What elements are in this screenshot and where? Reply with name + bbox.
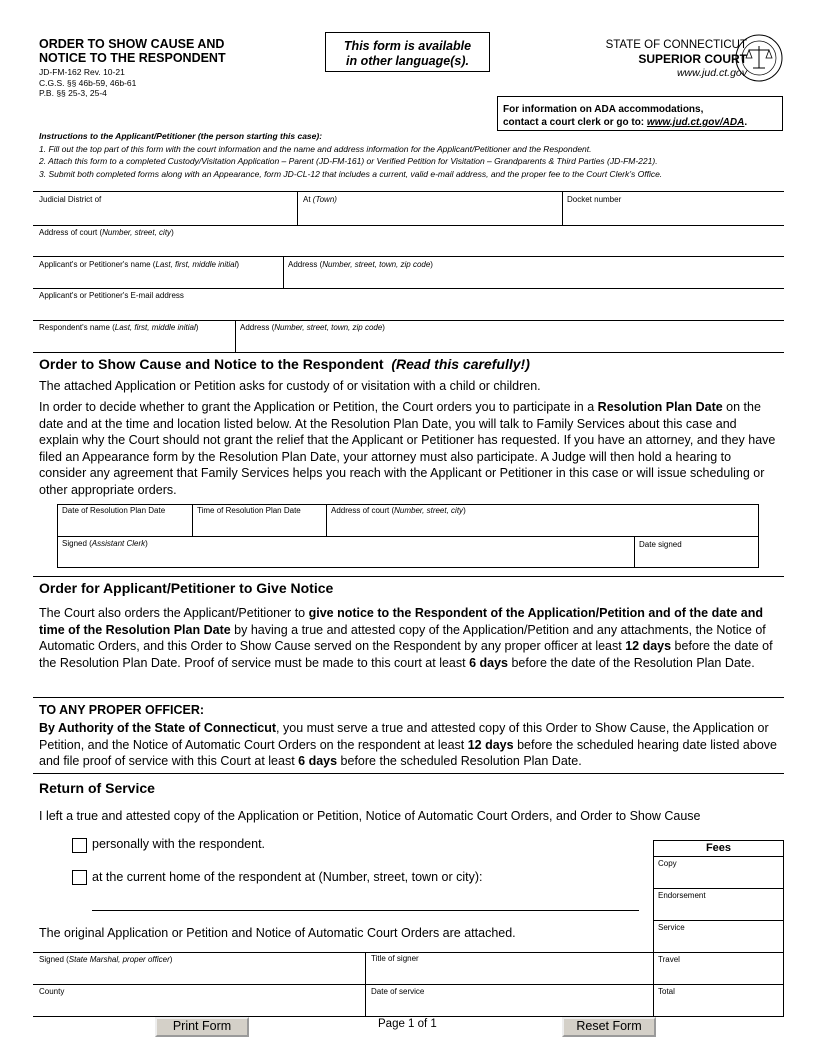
applicant-address-end: ) (430, 260, 433, 269)
text-span: In order to decide whether to grant the Application or Petition, the Court orders you to participate in a (39, 400, 598, 414)
text-span-bold: give notice to the Respondent of the Application/Petition and of the date and time of the Resolution Plan Date (39, 606, 764, 637)
ada-text: contact a court clerk or go to: (503, 117, 647, 128)
judicial-district-field[interactable]: Judicial District of (39, 195, 102, 204)
text-span: The Court also orders the Applicant/Petitioner to (39, 606, 309, 620)
resolution-time-field[interactable]: Time of Resolution Plan Date (197, 506, 301, 515)
county-field[interactable]: County (39, 987, 65, 996)
return-section-title: Return of Service (39, 780, 155, 796)
statute-pb: P.B. §§ 25-3, 25-4 (39, 88, 107, 98)
form-title (39, 37, 226, 65)
divider (33, 984, 653, 985)
fee-copy-label: Copy (658, 859, 677, 868)
court-address-hint: Number, street, city (102, 228, 172, 237)
officer-signed-hint: State Marshal, proper officer (68, 955, 170, 964)
respondent-address-field[interactable] (240, 323, 385, 333)
form-id: JD-FM-162 Rev. 10-21 (39, 67, 125, 77)
divider (33, 320, 784, 321)
text-span-bold: 12 days (467, 737, 514, 752)
resolution-address-hint: Number, street, city (394, 506, 464, 515)
text-span-bold: 6 days (298, 754, 338, 768)
ada-line2 (503, 116, 782, 129)
divider (192, 504, 193, 536)
respondent-name-field[interactable] (39, 323, 198, 333)
language-notice-box (325, 32, 490, 72)
divider (57, 536, 759, 537)
text-span-bold: By Authority of the State of Connecticut (39, 721, 277, 735)
court-address-field[interactable] (39, 228, 174, 238)
docket-number-field[interactable]: Docket number (567, 195, 622, 204)
personally-label: personally with the respondent. (92, 837, 266, 851)
website: www.jud.ct.gov (676, 67, 747, 79)
text-span: before the date of the Resolution Plan Date. Proof of service must be made to this court at least (39, 639, 773, 670)
officer-paragraph (39, 720, 779, 770)
applicant-name-end: ) (236, 260, 240, 269)
town-hint: (Town) (312, 195, 337, 204)
text-span: by having a true and attested copy of the Application/Petition and any attachments, the Notice of Automatic Orders, and this Order to Show Cause served on the Respondent by any proper officer at least (39, 622, 766, 653)
date-signed-field[interactable]: Date signed (639, 540, 682, 549)
text-span: , you must serve a true and attested copy of this Order to Show Cause, the Application or Petition, and the Notice of Automatic Court Orders on the respondent at least (39, 721, 769, 752)
fee-row-travel[interactable] (654, 952, 783, 985)
divider (283, 256, 284, 288)
judicial-seal-icon (734, 32, 784, 84)
applicant-address-field[interactable] (288, 260, 433, 270)
personally-checkbox[interactable] (72, 838, 87, 853)
order-title-note: (Read this carefully!) (391, 356, 530, 372)
respondent-name-hint: Last, first, middle initial (114, 323, 196, 332)
notice-section-title: Order for Applicant/Petitioner to Give Notice (39, 580, 334, 596)
divider (33, 225, 784, 226)
title-of-signer-field[interactable]: Title of signer (371, 954, 419, 963)
divider (33, 773, 784, 774)
home-checkbox[interactable] (72, 870, 87, 885)
officer-signed-end: ) (169, 955, 173, 964)
fee-row-total[interactable] (654, 984, 783, 1017)
ada-line1: For information on ADA accommodations, (503, 104, 704, 115)
fee-row-copy[interactable] (654, 856, 783, 889)
order-paragraph-1: The attached Application or Petition asks for custody of or visitation with a child or children. (39, 379, 541, 393)
instruction-item: 1. Fill out the top part of this form with the court information and the name and address information for the Applicant/Petitioner and the Respondent. (39, 143, 592, 154)
form-title-line1: ORDER TO SHOW CAUSE AND (39, 37, 225, 51)
divider (297, 191, 298, 225)
home-address-line[interactable] (92, 910, 639, 911)
officer-signed-label: Signed ( (39, 955, 69, 964)
order-title: Order to Show Cause and Notice to the Respondent (39, 356, 384, 372)
text-span: before the date of the Resolution Plan Date. (508, 655, 755, 670)
respondent-name-end: ) (195, 323, 199, 332)
fee-service-label: Service (658, 923, 685, 932)
page-number: Page 1 of 1 (378, 1018, 437, 1030)
applicant-name-hint: Last, first, middle initial (155, 260, 237, 269)
state-name: STATE OF CONNECTICUT (605, 39, 747, 51)
applicant-email-field[interactable]: Applicant's or Petitioner's E-mail address (39, 291, 184, 300)
home-label: at the current home of the respondent at (Number, street, town or city): (92, 870, 483, 884)
ada-link[interactable]: www.jud.ct.gov/ADA (646, 117, 745, 128)
reset-form-button[interactable]: Reset Form (562, 1017, 656, 1037)
ada-end: . (744, 117, 748, 128)
text-span: before the scheduled hearing date listed above and file proof of service with this Court at least (39, 737, 777, 768)
fees-box (653, 840, 784, 1017)
form-references (39, 67, 136, 99)
ada-box (497, 96, 783, 131)
applicant-name-label: Applicant's or Petitioner's name ( (39, 260, 156, 269)
divider (33, 256, 784, 257)
fee-row-service[interactable] (654, 920, 783, 953)
divider (33, 1016, 653, 1017)
resolution-address-field[interactable] (331, 506, 466, 516)
respondent-name-label: Respondent's name ( (39, 323, 115, 332)
divider (33, 576, 784, 577)
attached-statement: The original Application or Petition and Notice of Automatic Court Orders are attached. (39, 926, 516, 940)
clerk-signature-field[interactable] (62, 539, 148, 549)
divider (235, 320, 236, 352)
divider (33, 952, 653, 953)
town-field[interactable] (303, 195, 337, 205)
language-notice-line1: This form is available (343, 39, 472, 53)
instructions-heading: Instructions to the Applicant/Petitioner (the person starting this case): (39, 131, 323, 141)
applicant-address-label: Address ( (288, 260, 323, 269)
text-span-bold: 12 days (625, 639, 672, 653)
applicant-address-hint: Number, street, town, zip code (322, 260, 431, 269)
court-heading (606, 38, 747, 80)
applicant-name-field[interactable] (39, 260, 239, 270)
clerk-signed-hint: Assistant Clerk (91, 539, 146, 548)
fees-title: Fees (705, 842, 732, 854)
return-paragraph: I left a true and attested copy of the Application or Petition, Notice of Automatic Court Orders, and Order to Show Cause (39, 809, 701, 823)
instruction-item: 2. Attach this form to a completed Custody/Visitation Application – Parent (JD-FM-161) or Verified Petition for Visitation – Grandparents & Third Parties (JD-FM-221). (39, 156, 658, 166)
resolution-address-end: ) (463, 506, 466, 515)
court-address-label: Address of court ( (39, 228, 103, 237)
respondent-address-end: ) (382, 323, 385, 332)
statute-cgs: C.G.S. §§ 46b-59, 46b-61 (39, 77, 137, 88)
fee-endorsement-label: Endorsement (658, 891, 706, 900)
divider (33, 352, 784, 353)
clerk-signed-label: Signed ( (62, 539, 92, 548)
language-notice-line2: in other language(s). (346, 54, 469, 68)
court-name: SUPERIOR COURT (638, 52, 747, 66)
instructions (39, 130, 662, 180)
notice-paragraph (39, 605, 779, 671)
form-title-line2: NOTICE TO THE RESPONDENT (39, 51, 226, 65)
fee-row-endorsement[interactable] (654, 888, 783, 921)
town-label: At (303, 195, 313, 204)
divider (33, 288, 784, 289)
text-span-bold: 6 days (469, 655, 508, 670)
officer-signature-field[interactable] (39, 955, 172, 965)
divider (634, 536, 635, 568)
fee-travel-label: Travel (658, 955, 680, 964)
order-paragraph-2 (39, 399, 779, 498)
divider (33, 697, 784, 698)
resolution-address-label: Address of court ( (331, 506, 395, 515)
date-of-service-field[interactable]: Date of service (371, 987, 425, 996)
text-span: on the date and at the time and location listed below. At the Resolution Plan Date, you will talk to Family Services about this case and explain why the Court should not grant the relief that the Applicant or Petitioner has requested. If you have an attorney, and they have filed an Appearance form by the Resolution Plan Date, your attorney must also participate. A Judge will then hold a hearing to consider any agreement that Family Services helps you reach with the Applicant or Petitioner in this case or will issue scheduling or other appropriate orders. (39, 400, 776, 497)
order-section-title (39, 356, 530, 372)
court-address-end: ) (171, 228, 174, 237)
text-span: before the scheduled Resolution Plan Date. (337, 754, 582, 768)
divider (33, 191, 784, 192)
respondent-address-label: Address ( (240, 323, 275, 332)
resolution-date-field[interactable]: Date of Resolution Plan Date (62, 506, 166, 515)
instruction-item: 3. Submit both completed forms along with an Appearance, form JD-CL-12 that includes a current, valid e-mail address, and the proper fee to the Court Clerk’s Office. (39, 168, 663, 179)
officer-section-title: TO ANY PROPER OFFICER: (39, 703, 205, 717)
divider (562, 191, 563, 225)
divider (326, 504, 327, 536)
fee-total-label: Total (658, 987, 675, 996)
clerk-signed-end: ) (145, 539, 148, 548)
text-span-bold: Resolution Plan Date (597, 400, 723, 414)
respondent-address-hint: Number, street, town, zip code (274, 323, 383, 332)
print-form-button[interactable]: Print Form (155, 1017, 249, 1037)
